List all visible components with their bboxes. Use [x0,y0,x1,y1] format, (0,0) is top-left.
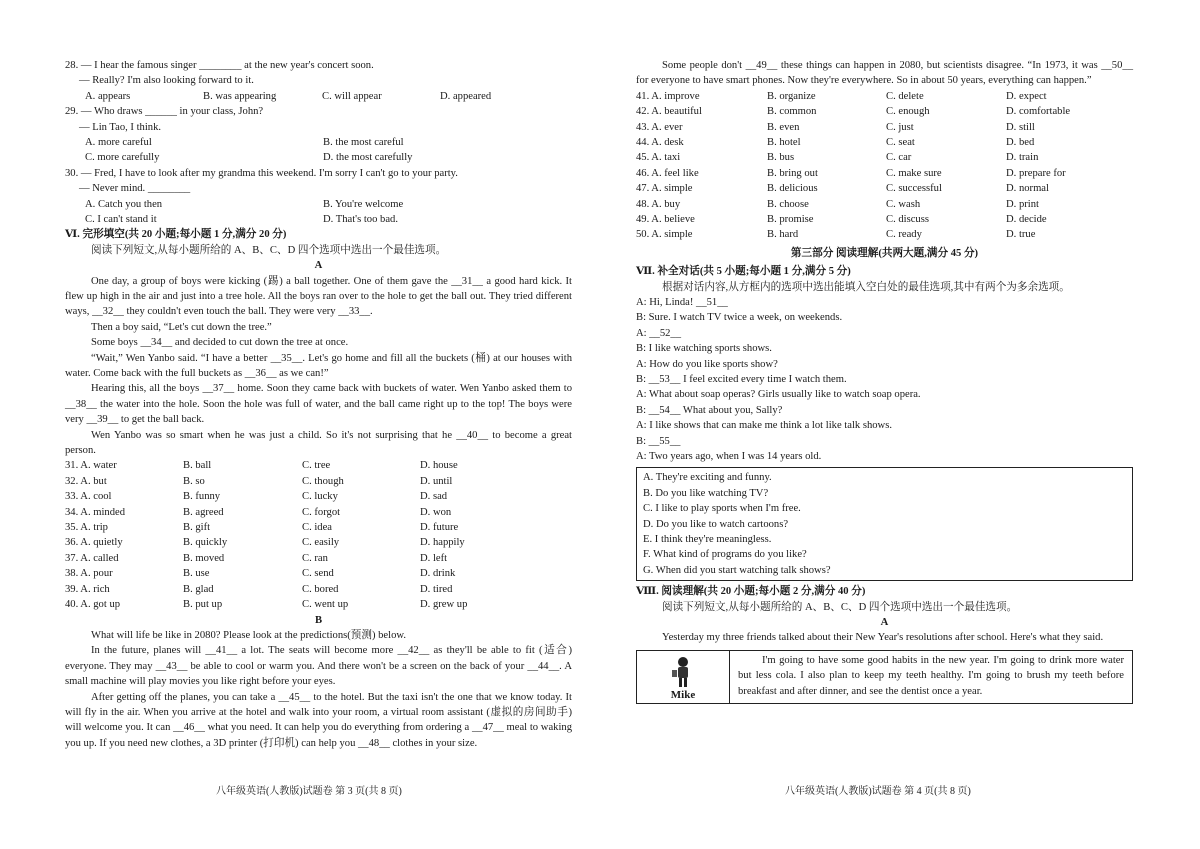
passage-b-options [636,89,1133,243]
section8-part-a: A [880,617,889,629]
option: B. hotel [767,137,801,149]
section6-title: Ⅵ. 完形填空(共 20 小题;每小题 1 分,满分 20 分) [65,229,287,241]
option: B. quickly [183,537,228,549]
option: B. organize [767,90,816,102]
option: D. happily [420,537,465,549]
option: 42. A. beautiful [636,106,702,118]
option: 43. A. ever [636,121,683,133]
option: C. tree [302,460,331,472]
box-option: G. When did you start watching talk shows? [643,564,831,576]
option: B. so [183,475,205,487]
q30-reply: — Never mind. ________ [79,183,191,195]
option: D. print [1006,198,1039,210]
option: D. left [420,552,448,564]
option: B. glad [183,583,214,595]
dialog-line: B: __55__ [636,435,681,447]
option: D. tired [420,583,453,595]
option: C. went up [302,599,349,611]
option: C. ran [302,552,328,564]
option: C. seat [886,137,915,149]
q28-reply: — Really? I'm also looking forward to it. [79,75,254,87]
dialog-line: B: __54__ What about you, Sally? [636,404,783,416]
option: D. normal [1006,183,1049,195]
options-box [636,467,1133,581]
option: B. was appearing [203,90,277,102]
dialog-line: B: I like watching sports shows. [636,343,772,355]
option: C. lucky [302,491,338,503]
passage-b-paragraph: What will life be like in 2080? Please look at the predictions(预测) below. [91,629,406,641]
page-footer-left: 八年级英语(人教版)试题卷 第 3 页(共 8 页) [216,786,402,797]
option: 47. A. simple [636,183,693,195]
option: C. successful [886,183,942,195]
part3-title: 第三部分 阅读理解(共两大题,满分 45 分) [790,247,979,259]
dialog-line: A: I like shows that can make me think a lot like talk shows. [636,420,892,432]
option: D. still [1006,121,1035,133]
option: 50. A. simple [636,229,693,241]
reading-intro: Yesterday my three friends talked about their New Year's resolutions after school. Here's what they said. [662,632,1104,644]
option: C. though [302,475,344,487]
option: D. comfortable [1006,106,1071,118]
option: C. discuss [886,214,929,226]
option: 48. A. buy [636,198,681,210]
q29-reply: — Lin Tao, I think. [79,121,162,133]
option: 35. A. trip [65,522,108,534]
option: B. even [767,121,800,133]
option: 36. A. quietly [65,537,123,549]
option: 40. A. got up [65,599,121,611]
option: C. forgot [302,506,341,518]
passage-a-paragraph: Then a boy said, “Let's cut down the tree.” [91,321,272,333]
option: D. true [1006,229,1036,241]
option: C. enough [886,106,930,118]
right-page [636,58,1133,798]
q29-options [65,135,572,166]
mike-name: Mike [670,688,696,701]
option: 34. A. minded [65,506,126,518]
option: 38. A. pour [65,568,113,580]
option: B. moved [183,552,225,564]
option: D. appeared [440,90,492,102]
option: 32. A. but [65,475,107,487]
option: C. make sure [886,167,942,179]
option: D. bed [1006,137,1035,149]
option: A. more careful [85,136,152,148]
passage-a-paragraph: One day, a group of boys were kicking (踢) a ball together. One of them gave the __31__ a good hard kick. It flew up high in the air and just into a tree hole. All the boys ran over to the hole to get the ball out. They tried different ways, __32__ they couldn't even touch the ball. They were very __33__. [65,275,572,318]
option: 39. A. rich [65,583,110,595]
boy-figure-icon [666,655,700,689]
option: B. common [767,106,817,118]
passage-a-paragraph: Some boys __34__ and decided to cut down the tree at once. [91,337,349,349]
option: C. delete [886,90,924,102]
option: C. more carefully [85,152,160,164]
box-option: C. I like to play sports when I'm free. [643,503,801,515]
option: D. grew up [420,599,468,611]
option: C. just [886,121,914,133]
option: 44. A. desk [636,137,684,149]
left-page [65,58,572,798]
option: C. easily [302,537,340,549]
section7-title: Ⅶ. 补全对话(共 5 小题;每小题 1 分,满分 5 分) [636,266,851,278]
option: B. the most careful [323,136,404,148]
box-option: B. Do you like watching TV? [643,487,769,499]
passage-a-options [65,458,572,612]
option: C. wash [886,198,921,210]
mike-text: I'm going to have some good habits in the new year. I'm going to drink more water but less cola. I also plan to keep my teeth healthy. I'm going to brush my teeth before breakfast and after dinner, and see the dentist once a year. [738,654,1124,697]
section6-part-b: B [314,614,323,626]
q29-stem: 29. — Who draws ______ in your class, John? [65,106,264,118]
passage-a-paragraph: “Wait,” Wen Yanbo said. “I have a better __35__. Let's go home and fill all the buckets (桶) at our houses with water. Come back with the full buckets as __36__ as we can!” [65,352,572,380]
section7-instruction: 根据对话内容,从方框内的选项中选出能填入空白处的最佳选项,其中有两个为多余选项。 [662,281,1070,293]
option: B. gift [183,522,211,534]
option: D. drink [420,568,456,580]
option: B. bus [767,152,795,164]
option: C. idea [302,522,333,534]
option: 49. A. believe [636,214,695,226]
box-option: F. What kind of programs do you like? [643,549,807,561]
option: D. won [420,506,452,518]
option: D. train [1006,152,1039,164]
box-option: E. I think they're meaningless. [643,534,772,545]
option: B. You're welcome [323,198,404,210]
dialog-line: A: __52__ [636,327,682,339]
option: B. hard [767,229,799,241]
dialog-line: A: How do you like sports show? [636,358,778,370]
section6-instruction: 阅读下列短文,从每小题所给的 A、B、C、D 四个选项中选出一个最佳选项。 [91,244,447,256]
mike-resolution-box [636,650,1133,704]
option: 41. A. improve [636,90,700,102]
q28-stem: 28. — I hear the famous singer ________ at the new year's concert soon. [65,60,374,71]
option: A. appears [85,90,131,102]
option: D. decide [1006,214,1047,226]
option: C. car [886,152,912,164]
page-footer-right: 八年级英语(人教版)试题卷 第 4 页(共 8 页) [785,786,971,797]
section8-title: Ⅷ. 阅读理解(共 20 小题;每小题 2 分,满分 40 分) [636,586,866,598]
option: C. will appear [322,90,382,102]
option: 31. A. water [65,460,117,472]
option: B. ball [183,460,212,472]
passage-b-paragraph: After getting off the planes, you can take a __45__ to the hotel. But the taxi isn't the one that we know today. It will fly in the air. When you arrive at the hotel and walk into your room, a virtual room assistant (虚拟的房间助手) will welcome you. It can __46__ what you need. It can help you do everything from ordering a __47__ meal to waking you up. If you need new clothes, a 3D printer (打印机) can help you __48__ clothes in your size. [65,691,572,749]
option: B. use [183,568,210,580]
option: B. agreed [183,506,224,518]
option: C. send [302,568,334,580]
dialog-line: A: Hi, Linda! __51__ [636,297,728,309]
option: C. I can't stand it [85,213,157,225]
section6-part-a: A [314,260,323,272]
option: D. expect [1006,90,1047,102]
option: 46. A. feel like [636,167,699,179]
option: 33. A. cool [65,491,112,503]
q30-stem: 30. — Fred, I have to look after my grandma this weekend. I'm sorry I can't go to your party. [65,167,458,179]
passage-b-paragraph: In the future, planes will __41__ a lot. The seats will become more __42__ as they'll be able to fit (适合) everyone. They may __43__ be able to cool or warm you. And there won't be a screen on the back of your __44__. A small machine will play movies you like right before your eyes. [65,645,572,688]
option: D. That's too bad. [323,213,398,225]
option: D. house [420,460,458,472]
passage-b-paragraph: Some people don't __49__ these things can happen in 2080, but scientists disagree. “In 1973, it was __50__ for everyone to have smart phones. Now they're everywhere. So in about 50 years, everything can happen.” [636,60,1133,87]
box-option: A. They're exciting and funny. [643,472,772,484]
box-option: D. Do you like to watch cartoons? [643,518,789,530]
option: 37. A. called [65,552,119,564]
option: 45. A. taxi [636,152,681,164]
passage-a-paragraph: Hearing this, all the boys __37__ home. Soon they came back with buckets of water. Wen Yanbo asked them to __38__ the water into the hole. Soon the hole was full of water, and the ball came right up to the top! The boys were very __39__ to get the ball back. [65,383,572,426]
option: D. until [420,475,453,487]
mike-profile [637,651,730,703]
dialog-line: A: Two years ago, when I was 14 years old. [636,450,822,462]
option: C. ready [886,229,922,241]
q28-options [65,89,572,104]
option: B. put up [183,599,223,611]
dialog-line: A: What about soap operas? Girls usually like to watch soap opera. [636,389,921,401]
q30-options [65,197,572,228]
option: A. Catch you then [85,198,163,210]
option: D. the most carefully [323,152,413,164]
section8-instruction: 阅读下列短文,从每小题所给的 A、B、C、D 四个选项中选出一个最佳选项。 [662,601,1018,613]
option: B. choose [767,198,809,210]
option: D. future [420,522,459,534]
dialog-line: B: Sure. I watch TV twice a week, on weekends. [636,312,843,324]
option: B. delicious [767,183,818,195]
passage-a-paragraph: Wen Yanbo was so smart when he was just a child. So it's not surprising that he __40__ to become a great person. [65,429,572,457]
option: B. bring out [767,167,818,179]
option: B. promise [767,214,814,226]
option: C. bored [302,583,339,595]
option: D. prepare for [1006,167,1066,179]
dialog-line: B: __53__ I feel excited every time I watch them. [636,374,847,386]
option: B. funny [183,491,221,503]
option: D. sad [420,491,448,503]
